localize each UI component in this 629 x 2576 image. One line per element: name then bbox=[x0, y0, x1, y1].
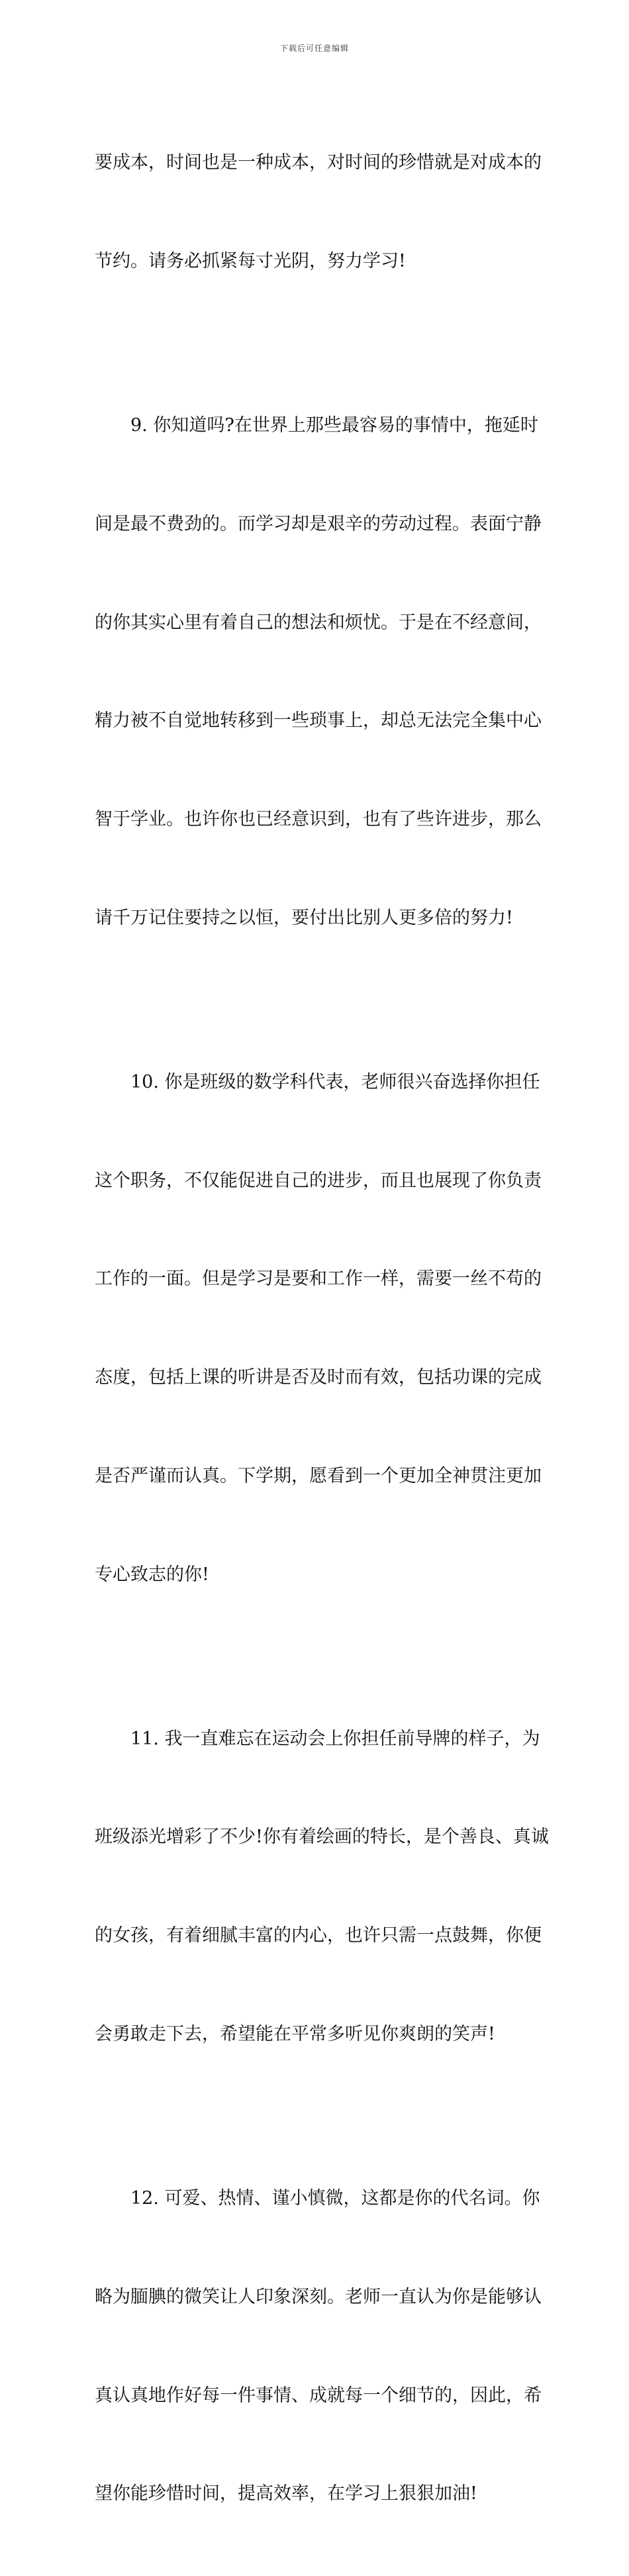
text-line: 专心致志的你! bbox=[95, 1564, 209, 1585]
text-line: 这个职务，不仅能促进自己的进步，而且也展现了你负责 bbox=[95, 1170, 542, 1191]
paragraph-item-12 bbox=[95, 2117, 542, 2576]
paragraph-item-11 bbox=[95, 1657, 549, 2117]
text-line: 工作的一面。但是学习是要和工作一样，需要一丝不苟的 bbox=[95, 1268, 542, 1290]
text-line: 精力被不自觉地转移到一些琐事上，却总无法完全集中心 bbox=[95, 710, 542, 732]
text-line: 智于学业。也许你也已经意识到，也有了些许进步，那么 bbox=[95, 809, 542, 830]
text-line: 真认真地作好每一件事情、成就每一个细节的，因此，希 bbox=[95, 2385, 542, 2406]
text-line: 要成本，时间也是一种成本，对时间的珍惜就是对成本的 bbox=[95, 152, 542, 173]
paragraph-continued bbox=[95, 81, 542, 344]
text-line: 12. 可爱、热情、谨小慎微，这都是你的代名词。你 bbox=[130, 2188, 540, 2209]
text-line: 略为腼腆的微笑让人印象深刻。老师一直认为你是能够认 bbox=[95, 2286, 542, 2307]
text-line: 9. 你知道吗?在世界上那些最容易的事情中，拖延时 bbox=[130, 414, 538, 436]
text-line: 间是最不费劲的。而学习却是艰辛的劳动过程。表面宁静 bbox=[95, 513, 542, 534]
text-line: 会勇敢走下去，希望能在平常多听见你爽朗的笑声! bbox=[95, 2024, 495, 2045]
document-body bbox=[95, 81, 549, 2576]
text-line: 是否严谨而认真。下学期，愿看到一个更加全神贯注更加 bbox=[95, 1465, 542, 1486]
text-line: 的你其实心里有着自己的想法和烦忧。于是在不经意间， bbox=[95, 612, 542, 633]
text-line: 望你能珍惜时间，提高效率，在学习上狠狠加油! bbox=[95, 2483, 477, 2504]
page-header: 下载后可任意编辑 bbox=[279, 44, 349, 53]
text-line: 11. 我一直难忘在运动会上你担任前导牌的样子，为 bbox=[130, 1728, 540, 1749]
text-line: 班级添光增彩了不少!你有着绘画的特长，是个善良、真诚 bbox=[95, 1827, 549, 1848]
text-line: 请千万记住要持之以恒，要付出比别人更多倍的努力! bbox=[95, 907, 513, 928]
text-line: 10. 你是班级的数学科代表，老师很兴奋选择你担任 bbox=[130, 1071, 540, 1092]
paragraph-item-9 bbox=[95, 344, 542, 1000]
paragraph-item-10 bbox=[95, 1000, 542, 1657]
text-line: 节约。请务必抓紧每寸光阴，努力学习! bbox=[95, 250, 406, 271]
text-line: 态度，包括上课的听讲是否及时而有效，包括功课的完成 bbox=[95, 1367, 542, 1388]
text-line: 的女孩，有着细腻丰富的内心，也许只需一点鼓舞，你便 bbox=[95, 1925, 542, 1946]
